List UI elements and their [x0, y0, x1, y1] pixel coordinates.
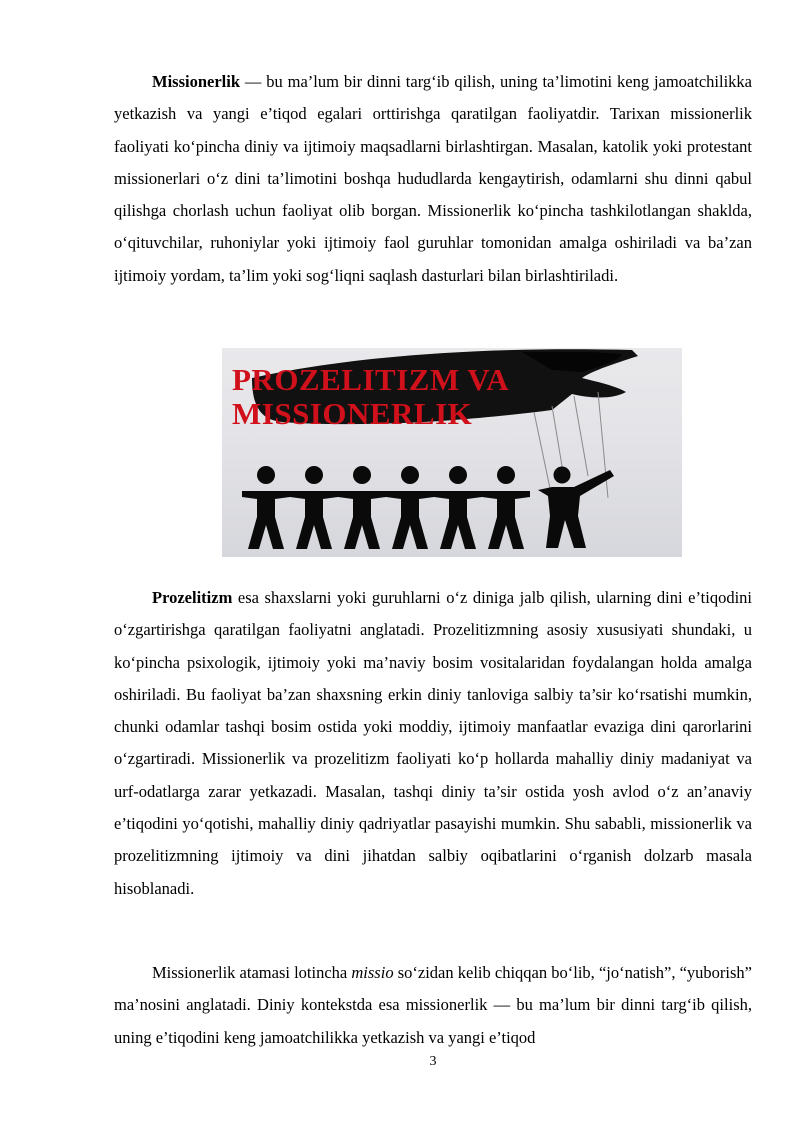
paragraph-etymology [114, 957, 752, 1054]
person-body [482, 491, 530, 549]
puppet-figure [538, 467, 614, 549]
term-prozelitizm: Prozelitizm [152, 588, 233, 607]
paragraph-text: — bu ma’lum bir dinni targ‘ib qilish, uning ta’limotini keng jamoatchilikka yetkazish va yangi e’tiqod egalari orttirishga qaratilgan faoliyatdir. Tarixan missionerlik faoliyati ko‘pincha diniy va ijtimoiy maqsadlarni birlashtirgan. Masalan, katolik yoki protestant missionerlari o‘z dini ta’limotini boshqa hududlarda kengaytirish, odamlarni shu dinni qabul qilishga chorlash uchun faoliyat olib borgan. Missionerlik ko‘pincha tashkilotlangan shaklda, o‘qituvchilar, ruhoniylar yoki ijtimoiy faol guruhlar tomonidan amalga oshiriladi va ba’zan ijtimoiy yordam, ta’lim yoki sog‘liqni saqlash dasturlari bilan birlashtiriladi. [114, 72, 752, 285]
figure-title-line1: PROZELITIZM VA [232, 362, 510, 397]
paragraph-text: esa shaxslarni yoki guruhlarni o‘z diniga jalb qilish, ularning dini e’tiqodini o‘zgartirishga qaratilgan faoliyatni anglatadi. Prozelitizmning asosiy xususiyati shundaki, u ko‘pincha psixologik, ijtimoiy yoki ma’naviy bosim vositalaridan foydalangan holda amalga oshiriladi. Bu faoliyat ba’zan shaxsning erkin diniy tanloviga salbiy ta’sir ko‘rsatishi mumkin, chunki odamlar tashqi bosim ostida yoki moddiy, ijtimoiy manfaatlar evaziga dini qarorlarini o‘zgartiradi. Missionerlik va prozelitizm faoliyati ko‘p hollarda mahalliy diniy madaniyat va urf-odatlarga zarar yetkazadi. Masalan, tashqi diniy ta’sir ostida yosh avlod o‘z an’anaviy e’tiqodini yo‘qotishi, mahalliy diniy qadriyatlar pasayishi mumkin. Shu sababli, missionerlik va prozelitizmning ijtimoiy va dini jihatdan salbiy oqibatlarini o‘rganish dolzarb masala hisoblanadi. [114, 588, 752, 898]
term-missionerlik: Missionerlik [152, 72, 241, 91]
person-head [257, 466, 275, 484]
term-missio: missio [351, 963, 394, 982]
paragraph-missionerlik [114, 66, 752, 292]
person-body [386, 491, 434, 549]
figure-illustration [222, 348, 682, 557]
person-body [338, 491, 386, 549]
paragraph-prozelitizm [114, 582, 752, 905]
paragraph-text: so‘zidan kelib chiqqan bo‘lib, “jo‘natish”, “yuborish” ma’nosini anglatadi. Diniy kontekstda esa missionerlik — bu ma’lum bir dinni targ‘ib qilish, uning e’tiqodini keng jamoatchilikka yetkazish va yangi e’tiqod [114, 963, 752, 1047]
page-number: 3 [429, 1054, 437, 1069]
person-head [305, 466, 323, 484]
person-body [434, 491, 482, 549]
person-body [242, 491, 290, 549]
person-head [353, 466, 371, 484]
paper-people-chain [242, 466, 530, 549]
figure-title-line2: MISSIONERLIK [232, 396, 473, 431]
paragraph-text: Missionerlik atamasi lotincha [152, 963, 352, 982]
person-head [497, 466, 515, 484]
person-head [449, 466, 467, 484]
person-body [290, 491, 338, 549]
person-head [401, 466, 419, 484]
